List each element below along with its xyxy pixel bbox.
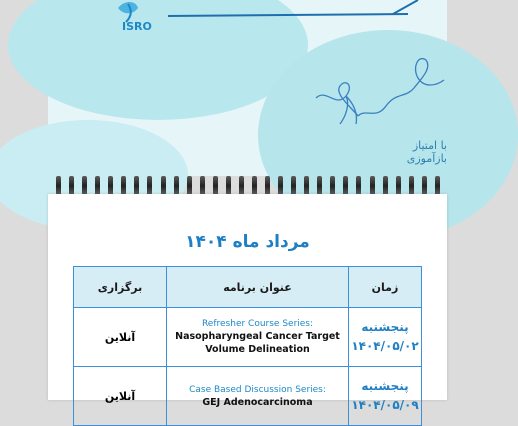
spiral-coil xyxy=(343,176,348,196)
program-title-line: GEJ Adenocarcinoma xyxy=(202,396,313,408)
spiral-coil xyxy=(239,176,244,196)
mode-cell xyxy=(74,367,167,426)
delivery-mode: آنلاین xyxy=(104,389,136,403)
spiral-coil xyxy=(370,176,375,196)
logo-text: ISRO xyxy=(122,20,152,33)
cme-points-text: با امتیاز بازآموزی xyxy=(406,139,447,165)
spiral-coil xyxy=(409,176,414,196)
spiral-coil xyxy=(226,176,231,196)
spiral-coil xyxy=(330,176,335,196)
spiral-coil xyxy=(317,176,322,196)
spiral-coil xyxy=(121,176,126,196)
spiral-coil xyxy=(56,176,61,196)
spiral-coil xyxy=(304,176,309,196)
spiral-coil xyxy=(200,176,205,196)
spiral-coil xyxy=(187,176,192,196)
spiral-coil xyxy=(213,176,218,196)
spiral-coil xyxy=(252,176,257,196)
series-name: Case Based Discussion Series: xyxy=(189,384,326,395)
spiral-coil xyxy=(147,176,152,196)
table-header-row xyxy=(74,267,422,308)
day-name: پنجشنبه xyxy=(361,379,409,393)
spiral-coil xyxy=(82,176,87,196)
spiral-coil xyxy=(291,176,296,196)
program-title-line: Volume Delineation xyxy=(205,344,310,355)
program-title-cell xyxy=(167,308,349,367)
spiral-coil xyxy=(174,176,179,196)
month-heading: مرداد ماه ۱۴۰۴ xyxy=(185,232,310,252)
spiral-coil xyxy=(265,176,270,196)
spiral-coil xyxy=(396,176,401,196)
program-title-line: Nasopharyngeal Cancer Target xyxy=(175,331,340,342)
schedule-table xyxy=(73,266,422,426)
spiral-coil xyxy=(69,176,74,196)
spiral-coil xyxy=(435,176,440,196)
delivery-mode: آنلاین xyxy=(104,330,136,344)
date-cell xyxy=(349,308,422,367)
calendar-cover-page xyxy=(48,0,447,176)
column-header-mode: برگزاری xyxy=(74,267,167,308)
column-header-title: عنوان برنامه xyxy=(167,267,349,308)
spiral-coil xyxy=(95,176,100,196)
table-row xyxy=(74,308,422,367)
date-value: ۱۴۰۴/۰۵/۰۹ xyxy=(351,398,419,412)
spiral-coil xyxy=(108,176,113,196)
series-name: Refresher Course Series: xyxy=(201,319,314,329)
table-row xyxy=(74,367,422,426)
spiral-coil xyxy=(383,176,388,196)
mode-cell xyxy=(74,308,167,367)
spiral-coil xyxy=(161,176,166,196)
day-name: پنجشنبه xyxy=(361,320,409,334)
spiral-coil xyxy=(278,176,283,196)
program-title-cell xyxy=(167,367,349,426)
spiral-coil xyxy=(134,176,139,196)
spiral-binding xyxy=(56,176,440,196)
ribbon-icon xyxy=(306,58,446,138)
spiral-coil xyxy=(422,176,427,196)
column-header-time: زمان xyxy=(349,267,422,308)
spiral-coil xyxy=(356,176,361,196)
date-cell xyxy=(349,367,422,426)
date-value: ۱۴۰۴/۰۵/۰۲ xyxy=(351,339,419,353)
calendar-schedule-page xyxy=(48,194,447,412)
